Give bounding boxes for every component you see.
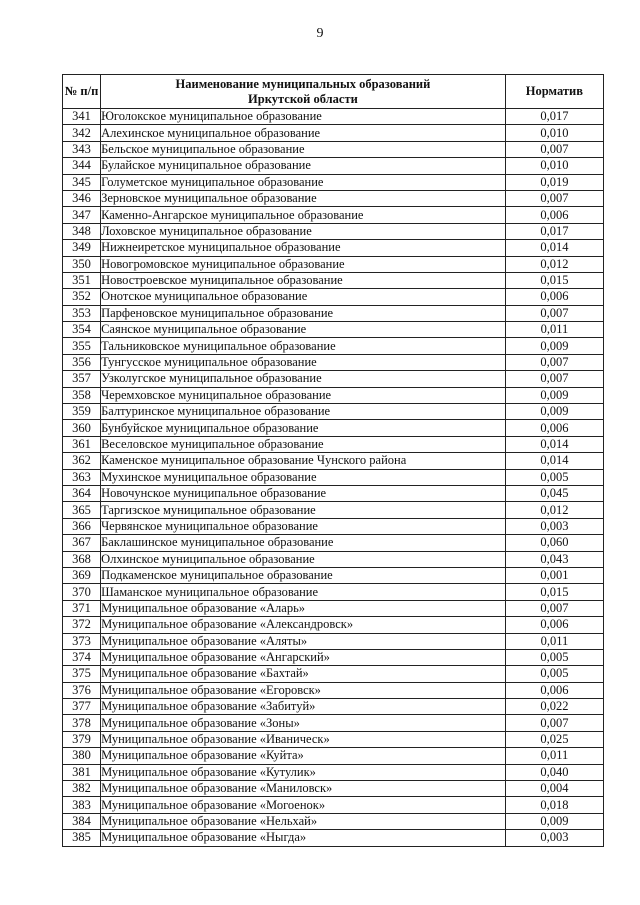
table-row (63, 797, 604, 813)
row-number: 348 (63, 223, 101, 239)
table-row (63, 174, 604, 190)
table-row (63, 354, 604, 370)
row-number: 341 (63, 109, 101, 125)
municipality-name: Узколугское муниципальное образование (101, 371, 506, 387)
row-number: 377 (63, 699, 101, 715)
municipality-name: Муниципальное образование «Могоенок» (101, 797, 506, 813)
normative-value: 0,017 (505, 109, 603, 125)
table-row (63, 830, 604, 846)
normative-value: 0,060 (505, 535, 603, 551)
municipality-name: Муниципальное образование «Нельхай» (101, 813, 506, 829)
header-norm: Норматив (505, 75, 603, 109)
table-row (63, 584, 604, 600)
table-row (63, 158, 604, 174)
normative-value: 0,007 (505, 600, 603, 616)
municipality-name: Балтуринское муниципальное образование (101, 404, 506, 420)
header-name-line2: Иркутской области (248, 91, 358, 106)
table-row (63, 256, 604, 272)
municipality-name: Муниципальное образование «Бахтай» (101, 666, 506, 682)
normative-value: 0,011 (505, 748, 603, 764)
table-row (63, 240, 604, 256)
table-row (63, 764, 604, 780)
row-number: 366 (63, 518, 101, 534)
row-number: 375 (63, 666, 101, 682)
row-number: 365 (63, 502, 101, 518)
row-number: 367 (63, 535, 101, 551)
row-number: 354 (63, 322, 101, 338)
municipality-name: Зерновское муниципальное образование (101, 190, 506, 206)
municipality-name: Мухинское муниципальное образование (101, 469, 506, 485)
municipality-name: Олхинское муниципальное образование (101, 551, 506, 567)
row-number: 347 (63, 207, 101, 223)
normative-value: 0,014 (505, 436, 603, 452)
row-number: 355 (63, 338, 101, 354)
municipality-name: Муниципальное образование «Ангарский» (101, 649, 506, 665)
table-row (63, 551, 604, 567)
table-row (63, 190, 604, 206)
municipality-name: Юголокское муниципальное образование (101, 109, 506, 125)
municipality-name: Лоховское муниципальное образование (101, 223, 506, 239)
normative-value: 0,009 (505, 338, 603, 354)
row-number: 371 (63, 600, 101, 616)
table-row (63, 207, 604, 223)
municipality-name: Голуметское муниципальное образование (101, 174, 506, 190)
normative-value: 0,006 (505, 207, 603, 223)
table-row (63, 289, 604, 305)
row-number: 361 (63, 436, 101, 452)
normative-value: 0,007 (505, 715, 603, 731)
municipality-name: Онотское муниципальное образование (101, 289, 506, 305)
normative-value: 0,010 (505, 125, 603, 141)
normative-value: 0,005 (505, 666, 603, 682)
normative-value: 0,015 (505, 584, 603, 600)
normative-value: 0,006 (505, 617, 603, 633)
row-number: 379 (63, 731, 101, 747)
normative-value: 0,045 (505, 485, 603, 501)
table-row (63, 141, 604, 157)
row-number: 352 (63, 289, 101, 305)
normative-value: 0,014 (505, 240, 603, 256)
row-number: 381 (63, 764, 101, 780)
row-number: 353 (63, 305, 101, 321)
table-row (63, 371, 604, 387)
normative-value: 0,005 (505, 469, 603, 485)
row-number: 369 (63, 567, 101, 583)
normative-value: 0,010 (505, 158, 603, 174)
table-header-row (63, 75, 604, 109)
table-row (63, 682, 604, 698)
table-row (63, 125, 604, 141)
municipality-name: Муниципальное образование «Аляты» (101, 633, 506, 649)
municipality-name: Алехинское муниципальное образование (101, 125, 506, 141)
normative-value: 0,003 (505, 830, 603, 846)
municipality-name: Муниципальное образование «Куйта» (101, 748, 506, 764)
row-number: 368 (63, 551, 101, 567)
municipality-name: Муниципальное образование «Аларь» (101, 600, 506, 616)
normative-value: 0,007 (505, 141, 603, 157)
normative-value: 0,018 (505, 797, 603, 813)
municipality-name: Черемховское муниципальное образование (101, 387, 506, 403)
row-number: 382 (63, 781, 101, 797)
row-number: 380 (63, 748, 101, 764)
municipality-name: Баклашинское муниципальное образование (101, 535, 506, 551)
table-row (63, 404, 604, 420)
normative-value: 0,003 (505, 518, 603, 534)
table-row (63, 305, 604, 321)
normative-value: 0,006 (505, 420, 603, 436)
normative-value: 0,040 (505, 764, 603, 780)
table-row (63, 322, 604, 338)
row-number: 363 (63, 469, 101, 485)
normative-value: 0,011 (505, 633, 603, 649)
table-row (63, 731, 604, 747)
table-row (63, 387, 604, 403)
municipality-name: Муниципальное образование «Зоны» (101, 715, 506, 731)
table-row (63, 502, 604, 518)
normative-value: 0,022 (505, 699, 603, 715)
normative-value: 0,007 (505, 371, 603, 387)
header-name-line1: Наименование муниципальных образований (175, 76, 431, 91)
municipality-name: Муниципальное образование «Забитуй» (101, 699, 506, 715)
normative-value: 0,012 (505, 502, 603, 518)
row-number: 359 (63, 404, 101, 420)
row-number: 383 (63, 797, 101, 813)
normative-value: 0,001 (505, 567, 603, 583)
table-row (63, 633, 604, 649)
row-number: 342 (63, 125, 101, 141)
table-row (63, 453, 604, 469)
row-number: 345 (63, 174, 101, 190)
normative-value: 0,014 (505, 453, 603, 469)
table-row (63, 617, 604, 633)
normatives-table (62, 74, 604, 847)
table-row (63, 223, 604, 239)
table-row (63, 535, 604, 551)
table-row (63, 420, 604, 436)
normative-value: 0,004 (505, 781, 603, 797)
municipality-name: Шаманское муниципальное образование (101, 584, 506, 600)
normative-value: 0,007 (505, 354, 603, 370)
normative-value: 0,011 (505, 322, 603, 338)
normative-value: 0,007 (505, 190, 603, 206)
table-row (63, 272, 604, 288)
table-row (63, 567, 604, 583)
table-row (63, 109, 604, 125)
normative-value: 0,007 (505, 305, 603, 321)
row-number: 378 (63, 715, 101, 731)
municipality-name: Муниципальное образование «Маниловск» (101, 781, 506, 797)
header-number: № п/п (63, 75, 101, 109)
row-number: 373 (63, 633, 101, 649)
municipality-name: Муниципальное образование «Ныгда» (101, 830, 506, 846)
municipality-name: Муниципальное образование «Иваническ» (101, 731, 506, 747)
row-number: 374 (63, 649, 101, 665)
row-number: 351 (63, 272, 101, 288)
row-number: 344 (63, 158, 101, 174)
row-number: 376 (63, 682, 101, 698)
row-number: 356 (63, 354, 101, 370)
table-row (63, 781, 604, 797)
normative-value: 0,015 (505, 272, 603, 288)
page-number: 9 (316, 26, 324, 41)
table-row (63, 600, 604, 616)
municipality-name: Подкаменское муниципальное образование (101, 567, 506, 583)
normative-value: 0,006 (505, 682, 603, 698)
municipality-name: Веселовское муниципальное образование (101, 436, 506, 452)
row-number: 372 (63, 617, 101, 633)
table-row (63, 469, 604, 485)
table-row (63, 518, 604, 534)
row-number: 362 (63, 453, 101, 469)
normative-value: 0,009 (505, 404, 603, 420)
municipality-name: Бунбуйское муниципальное образование (101, 420, 506, 436)
municipality-name: Тунгусское муниципальное образование (101, 354, 506, 370)
normative-value: 0,009 (505, 387, 603, 403)
municipality-name: Новостроевское муниципальное образование (101, 272, 506, 288)
municipality-name: Нижнеиретское муниципальное образование (101, 240, 506, 256)
row-number: 346 (63, 190, 101, 206)
row-number: 385 (63, 830, 101, 846)
table-row (63, 699, 604, 715)
row-number: 349 (63, 240, 101, 256)
table-row (63, 748, 604, 764)
row-number: 360 (63, 420, 101, 436)
row-number: 384 (63, 813, 101, 829)
table-row (63, 715, 604, 731)
normative-value: 0,017 (505, 223, 603, 239)
row-number: 370 (63, 584, 101, 600)
municipality-name: Парфеновское муниципальное образование (101, 305, 506, 321)
municipality-name: Муниципальное образование «Александровск» (101, 617, 506, 633)
table-row (63, 338, 604, 354)
municipality-name: Тальниковское муниципальное образование (101, 338, 506, 354)
normative-value: 0,006 (505, 289, 603, 305)
table-body (63, 109, 604, 847)
municipality-name: Каменское муниципальное образование Чунского района (101, 453, 506, 469)
municipality-name: Таргизское муниципальное образование (101, 502, 506, 518)
row-number: 358 (63, 387, 101, 403)
table-row (63, 813, 604, 829)
row-number: 343 (63, 141, 101, 157)
normative-value: 0,019 (505, 174, 603, 190)
municipality-name: Муниципальное образование «Кутулик» (101, 764, 506, 780)
normative-value: 0,025 (505, 731, 603, 747)
row-number: 350 (63, 256, 101, 272)
table-row (63, 485, 604, 501)
normative-value: 0,009 (505, 813, 603, 829)
normative-value: 0,043 (505, 551, 603, 567)
municipality-name: Червянское муниципальное образование (101, 518, 506, 534)
municipality-name: Новогромовское муниципальное образование (101, 256, 506, 272)
municipality-name: Саянское муниципальное образование (101, 322, 506, 338)
municipality-name: Каменно-Ангарское муниципальное образование (101, 207, 506, 223)
table-row (63, 649, 604, 665)
row-number: 357 (63, 371, 101, 387)
header-name (101, 75, 506, 109)
municipality-name: Новочунское муниципальное образование (101, 485, 506, 501)
row-number: 364 (63, 485, 101, 501)
municipality-name: Бельское муниципальное образование (101, 141, 506, 157)
municipality-name: Булайское муниципальное образование (101, 158, 506, 174)
table-row (63, 436, 604, 452)
normative-value: 0,012 (505, 256, 603, 272)
table-row (63, 666, 604, 682)
municipality-name: Муниципальное образование «Егоровск» (101, 682, 506, 698)
normative-value: 0,005 (505, 649, 603, 665)
